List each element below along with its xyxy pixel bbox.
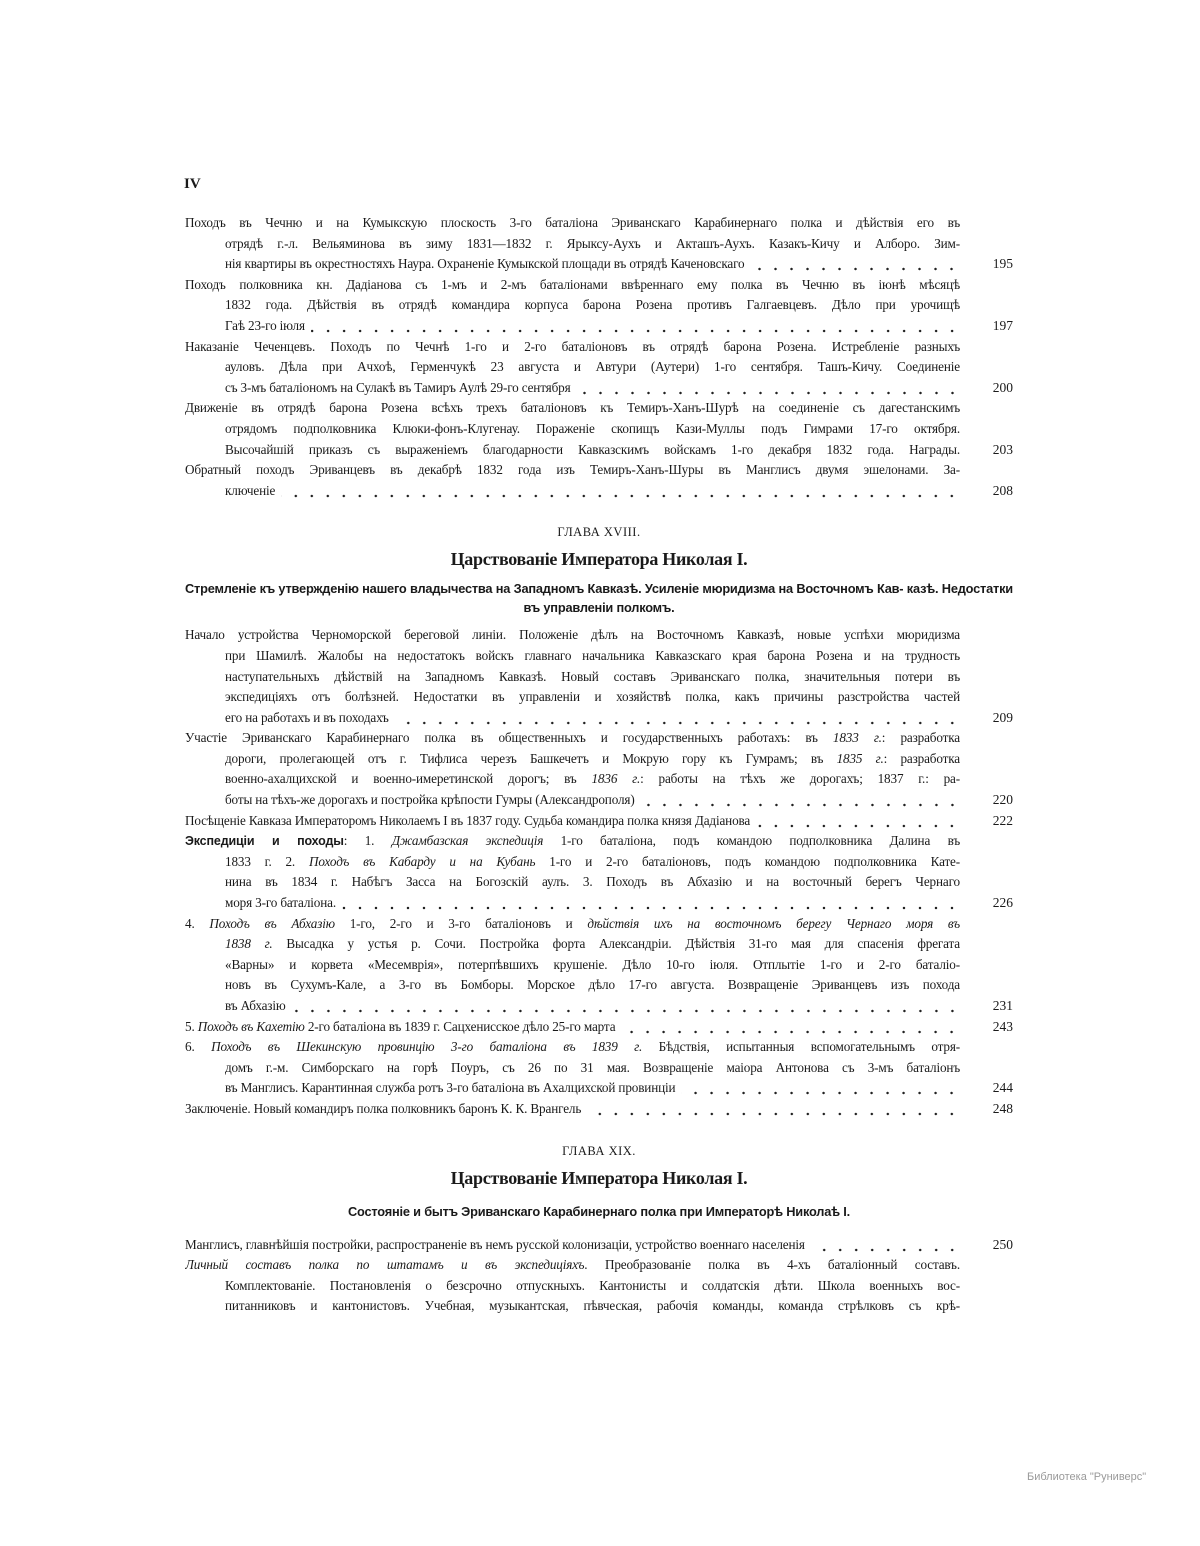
chapter-title: Царствованіе Императора Николая I. (450, 1167, 748, 1188)
text-segment: экспедиціяхъ отъ болѣзней. Недостатки въ управленіи и хозяйствѣ полка, какъ причины разстройства частей (225, 689, 960, 705)
text-segment: Наказаніе Чеченцевъ. Походъ по Чечнѣ 1-го и 2-го баталіоновъ въ отрядѣ барона Розена. Истребленіе разныхъ (185, 338, 960, 354)
toc-entry (185, 460, 1013, 501)
dot-leader (811, 1235, 960, 1256)
text-segment: питанниковъ и кантонистовъ. Учебная, музыкантская, пѣвческая, рабочія команды, команда стрѣлковъ съ крѣ- (225, 1298, 960, 1314)
entry-line (225, 1296, 960, 1317)
entry-line (225, 934, 960, 955)
dot-leader (577, 378, 961, 399)
entry-line (185, 811, 960, 832)
entry-line (185, 914, 960, 935)
entry-line-text (225, 254, 744, 275)
chapter-subtitle (185, 1202, 1013, 1221)
entry-line (185, 1099, 960, 1120)
entry-line (225, 481, 960, 502)
text-segment: боты на тѣхъ-же дорогахъ и постройка крѣпости Гумры (Александрополя) (225, 792, 635, 808)
page-reference: 231 (992, 998, 1013, 1013)
entry-line (185, 1235, 960, 1256)
toc-section (185, 1140, 1013, 1317)
page-reference: 195 (992, 256, 1013, 272)
text-segment: Походъ въ Шекинскую провинцію 3-го баталіона въ 1839 г. (211, 1039, 643, 1055)
entry-line-text (185, 1235, 805, 1256)
entry-line (225, 419, 960, 440)
text-segment: дороги, пролегающей отъ г. Тифлиса черезъ Башкечетъ и Мокрую гору къ Гумрамъ; въ (225, 750, 837, 766)
page-reference: 244 (992, 1080, 1013, 1096)
text-segment: Комплектованіе. Постановленія о безсрочно отпускныхъ. Кантонисты и солдатскія дѣти. Школа военныхъ вос- (225, 1277, 960, 1293)
subtitle-line: казѣ. Недостатки въ управленіи полкомъ. (523, 581, 1013, 616)
text-segment: военно-ахалцихской и военно-имеретинской дорогъ; въ (225, 771, 592, 787)
page-number: IV (184, 176, 201, 192)
toc-entry (185, 398, 1013, 460)
entry-line (225, 295, 960, 316)
toc-entry (185, 1017, 1013, 1038)
text-segment: : разработка (881, 730, 960, 746)
entry-line-text (185, 1017, 615, 1038)
text-segment: «Варны» и корвета «Месемврія», потерпѣвшихъ крушеніе. Дѣло 10-го іюля. Отплытіе 1-го и 2-го баталіо- (225, 956, 960, 972)
text-segment: дѣйствія ихъ на восточномъ берегу Чернаго моря въ (587, 915, 960, 931)
text-segment: 1833 г. (832, 730, 882, 746)
page-reference: 250 (992, 1236, 1013, 1252)
text-segment: моря 3-го баталіона. (225, 895, 337, 911)
text-segment: Джамбазская экспедиція (391, 833, 544, 849)
entry-line (225, 254, 960, 275)
text-segment: 1836 г. (591, 771, 641, 787)
page-reference: 208 (992, 482, 1013, 498)
entry-line-text (225, 1078, 675, 1099)
page-reference: 220 (992, 792, 1013, 808)
chapter-subtitle (185, 579, 1013, 617)
text-segment: : разработка (883, 750, 960, 766)
page-reference: 209 (992, 709, 1013, 725)
text-segment: ауловъ. Дѣла при Ачхоѣ, Герменчукѣ 23 августа и Автури (Аутери) 1-го сентября. Ташъ-Кичу. Соединеніе (225, 359, 960, 375)
text-segment: 1838 г. (225, 936, 273, 952)
entry-line (185, 831, 960, 852)
text-segment: : 1. (343, 833, 392, 849)
text-segment: Походъ въ Абхазію (209, 915, 335, 931)
toc-section (185, 213, 1013, 501)
toc-entry (185, 275, 1013, 337)
text-segment: Походъ полковника кн. Дадіанова съ 1-мъ и 2-мъ баталіонами ввѣреннаго ему полка въ Чечню въ іюнѣ мѣсяцѣ (185, 276, 960, 292)
chapter-heading: ГЛАВА XIX. (562, 1143, 636, 1158)
entry-line (185, 728, 960, 749)
text-segment: 1832 года. Дѣйствія въ отрядѣ командира корпуса барона Розена противъ Галгаевцевъ. Дѣло при урочищѣ (225, 297, 960, 313)
entry-line (185, 1017, 960, 1038)
dot-leader (621, 1017, 960, 1038)
entry-line (225, 872, 960, 893)
page-reference: 226 (992, 895, 1013, 911)
text-segment: 2-го баталіона въ 1839 г. Сацхенисское дѣло 25-го марта (304, 1018, 616, 1034)
toc-entry (185, 1099, 1013, 1120)
text-segment: его на работахъ и въ походахъ (225, 709, 389, 725)
entry-line (225, 316, 960, 337)
text-segment: Экспедиціи и походы (185, 834, 344, 849)
page-reference: 197 (992, 317, 1013, 333)
toc-entry (185, 728, 1013, 810)
entry-line (185, 275, 960, 296)
entry-line-text (225, 893, 336, 914)
text-segment: Высочайшій приказъ съ выраженіемъ благодарности Кавказскимъ войскамъ 1-го декабря 1832 года. Награды. (225, 441, 960, 457)
entry-line (185, 1037, 960, 1058)
entry-line (225, 749, 960, 770)
entry-line (225, 708, 960, 729)
entry-line-text (185, 1099, 581, 1120)
text-segment: ключеніе (225, 482, 276, 498)
page-reference: 200 (992, 379, 1013, 395)
entry-line (225, 975, 960, 996)
toc-entry (185, 1255, 1013, 1317)
entry-line (225, 234, 960, 255)
text-segment: Движеніе въ отрядѣ барона Розена всѣхъ трехъ баталіоновъ къ Темиръ-Ханъ-Шурѣ на соединеніе съ дагестанскимъ (185, 400, 960, 416)
dot-leader (292, 996, 960, 1017)
toc-entry (185, 914, 1013, 1017)
text-segment: въ Манглисъ. Карантинная служба ротъ 3-го баталіона въ Ахалцихской провинціи (225, 1080, 676, 1096)
toc-entry (185, 337, 1013, 399)
text-segment: . Преобразованіе полка въ 4-хъ баталіонный составъ. (584, 1257, 960, 1273)
dot-leader (587, 1099, 960, 1120)
text-segment: Манглисъ, главнѣйшія постройки, распространеніе въ немъ русской колонизаціи, устройство военнаго населенія (185, 1236, 805, 1252)
entry-line (225, 687, 960, 708)
text-segment: домъ г.-м. Симборскаго на горѣ Поуръ, съ 26 по 31 мая. Возвращеніе маіора Антонова съ 3-мъ баталіонъ (225, 1059, 960, 1075)
text-segment: Заключеніе. Новый командиръ полка полковникъ баронъ К. К. Врангель (185, 1100, 582, 1116)
text-segment: Посѣщеніе Кавказа Императоромъ Николаемъ I въ 1837 году. Судьба командира полка князя Дадіанова (185, 812, 751, 828)
text-segment: отрядомъ подполковника Клюки-фонъ-Клугенау. Пораженіе скопищъ Кази-Муллы подъ Гимрами 17-го октября. (225, 420, 960, 436)
text-segment: Начало устройства Черноморской береговой линіи. Положеніе дѣлъ на Восточномъ Кавказѣ, новые успѣхи мюридизма (185, 627, 960, 643)
entry-line-text (225, 481, 275, 502)
entry-line-text (225, 378, 571, 399)
entry-line (225, 996, 960, 1017)
chapter-heading: ГЛАВА XVIII. (557, 525, 641, 540)
entry-line (185, 398, 960, 419)
text-segment: Обратный походъ Эриванцевъ въ декабрѣ 1832 года изъ Темиръ-Ханъ-Шуры въ Манглисъ двумя эшелонами. За- (185, 462, 960, 478)
entry-line (185, 337, 960, 358)
text-segment: 1833 г. 2. (225, 853, 309, 869)
text-segment: наступательныхъ дѣйствій на Западномъ Кавказѣ. Новый составъ Эриванскаго полка, значительныя потери въ (225, 668, 960, 684)
text-segment: 1835 г. (836, 750, 884, 766)
text-segment: Высадка у устья р. Сочи. Постройка форта Александріи. Дѣйствія 31-го мая для спасенія фрегата (272, 936, 960, 952)
subtitle-line: Состояніе и бытъ Эриванскаго Карабинернаго полка при Императорѣ Николаѣ I. (348, 1203, 850, 1219)
chapter-title: Царствованіе Императора Николая I. (450, 549, 748, 570)
toc-entry (185, 1037, 1013, 1099)
entry-line (225, 790, 960, 811)
entry-line (185, 213, 960, 234)
text-segment: Личный составъ полка по штатамъ и въ экспедиціяхъ (185, 1257, 585, 1273)
entry-line (225, 1078, 960, 1099)
page-reference: 243 (992, 1018, 1013, 1034)
text-segment: 1-го, 2-го и 3-го баталіоновъ и (334, 915, 588, 931)
entry-line-text (225, 790, 635, 811)
toc-entry (185, 831, 1013, 913)
entry-line (185, 460, 960, 481)
text-segment: Бѣдствія, испытанныя вспомогательнымъ отря- (642, 1039, 960, 1055)
text-segment: 6. (185, 1039, 212, 1055)
text-segment: нія квартиры въ окрестностяхъ Наура. Охраненіе Кумыкской площади въ отрядѣ Каченовскаго (225, 256, 745, 272)
text-segment: съ 3-мъ баталіономъ на Сулакѣ въ Тамиръ Аулѣ 29-го сентября (225, 379, 571, 395)
entry-line (225, 955, 960, 976)
entry-line-text (225, 996, 286, 1017)
toc-entry (185, 1235, 1013, 1256)
entry-line (225, 357, 960, 378)
entry-line (225, 378, 960, 399)
dot-leader (641, 790, 960, 811)
page-reference: 203 (992, 441, 1013, 457)
text-segment: Гаѣ 23-го іюля (225, 317, 305, 333)
entry-line (225, 852, 960, 873)
text-segment: Участіе Эриванскаго Карабинернаго полка въ общественныхъ и государственныхъ работахъ: въ (185, 730, 833, 746)
dot-leader (756, 811, 960, 832)
toc-entry (185, 625, 1013, 728)
toc-entry (185, 811, 1013, 832)
text-segment: Походъ въ Кабарду и на Кубань (309, 853, 536, 869)
entry-line (225, 1276, 960, 1297)
text-segment: Походъ въ Чечню и на Кумыкскую плоскость 3-го баталіона Эриванскаго Карабинернаго полка и дѣйствія его въ (185, 215, 960, 230)
text-segment: : работы на тѣхъ же дорогахъ; 1837 г.: ра- (640, 771, 960, 787)
dot-leader (311, 316, 960, 337)
entry-line (225, 893, 960, 914)
text-segment: нина въ 1834 г. Набѣгъ Засса на Богозскій аулъ. 3. Походъ въ Абхазію и на восточный берегъ Чернаго (225, 874, 960, 890)
toc-section (185, 521, 1013, 1119)
text-segment: 5. (185, 1018, 198, 1034)
entry-line-text (225, 316, 305, 337)
dot-leader (681, 1078, 960, 1099)
dot-leader (395, 708, 960, 729)
dot-leader (342, 893, 960, 914)
toc-entry (185, 213, 1013, 275)
text-segment: при Шамилѣ. Жалобы на недостатокъ войскъ главнаго начальника Кавказскаго края барона Розена и на трудность (225, 647, 960, 663)
page-reference: 248 (992, 1100, 1013, 1116)
text-segment: Походъ въ Кахетію (197, 1018, 305, 1034)
dot-leader (750, 254, 960, 275)
entry-line (225, 667, 960, 688)
text-segment: отрядѣ г.-л. Вельяминова въ зиму 1831—1832 г. Ярыксу-Аухъ и Акташъ-Аухъ. Казакъ-Кичу и Алборо. Зим- (225, 235, 960, 251)
text-segment: новъ въ Сухумъ-Кале, а 3-го въ Бомборы. Морское дѣло 17-го августа. Возвращеніе Эриванцевъ изъ похода (225, 977, 960, 993)
text-segment: 4. (185, 915, 210, 931)
entry-line (225, 646, 960, 667)
text-segment: 1-го и 2-го баталіоновъ, подъ командою подполковника Кате- (535, 853, 960, 869)
entry-line-text (225, 708, 389, 729)
entry-line-text (185, 811, 750, 832)
dot-leader (281, 481, 960, 502)
page-reference: 222 (992, 812, 1013, 828)
library-watermark: Библиотека "Руниверс" (1027, 1471, 1147, 1483)
subtitle-line: Стремленіе къ утвержденію нашего владычества на Западномъ Кавказѣ. Усиленіе мюридизма на Восточномъ Кав- (185, 581, 904, 597)
entry-line (225, 440, 960, 461)
entry-line (225, 769, 960, 790)
entry-line (185, 625, 960, 646)
text-segment: въ Абхазію (225, 998, 286, 1013)
text-segment: 1-го баталіона, подъ командою подполковника Далина въ (543, 833, 960, 849)
entry-line (225, 1058, 960, 1079)
entry-line (185, 1255, 960, 1276)
table-of-contents (185, 213, 1013, 1317)
